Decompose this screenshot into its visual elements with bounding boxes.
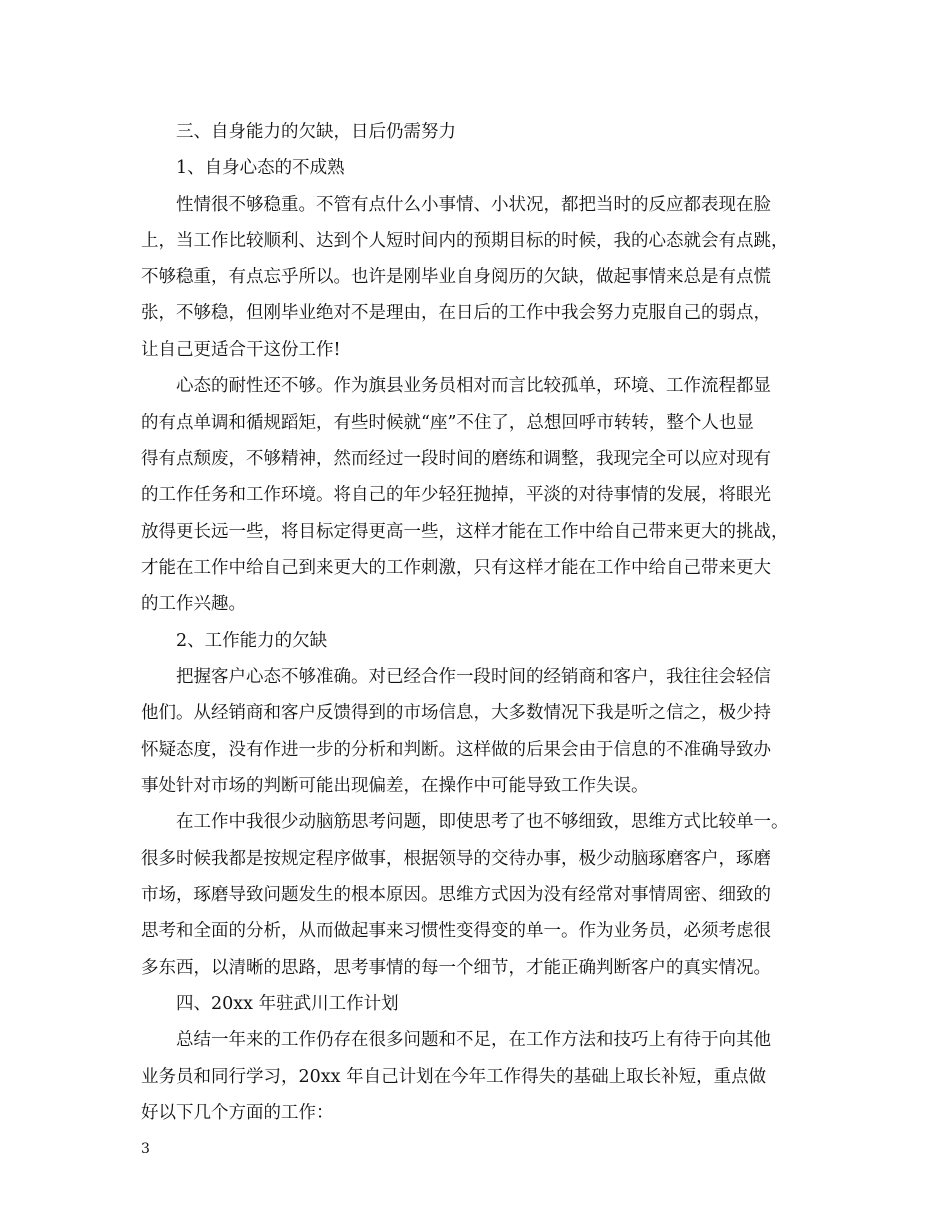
paragraph-line: 的工作兴趣。 [141,594,246,614]
paragraph-line: 让自己更适合干这份工作! [141,340,341,360]
paragraph-line: 多东西，以清晰的思路，思考事情的每一个细节，才能正确判断客户的真实情况。 [141,958,771,978]
paragraph-line: 怀疑态度，没有作进一步的分析和判断。这样做的后果会由于信息的不准确导致办 [141,740,771,760]
paragraph-first-line: 心态的耐性还不够。作为旗县业务员相对而言比较孤单，环境、工作流程都显 [176,376,771,396]
paragraph-line: 市场，琢磨导致问题发生的根本原因。思维方式因为没有经常对事情周密、细致的 [141,885,771,905]
paragraph-first-line: 在工作中我很少动脑筋思考问题，即使思考了也不够细致，思维方式比较单一。 [176,812,789,832]
paragraph-line: 张，不够稳，但刚毕业绝对不是理由，在日后的工作中我会努力克服自己的弱点， [141,303,771,323]
paragraph-line: 好以下几个方面的工作： [141,1103,334,1123]
paragraph-line: 很多时候我都是按规定程序做事，根据领导的交待办事，极少动脑琢磨客户，琢磨 [141,849,771,869]
paragraph-line: 的工作任务和工作环境。将自己的年少轻狂抛掉，平淡的对待事情的发展，将眼光 [141,485,771,505]
paragraph-first-line: 总结一年来的工作仍存在很多问题和不足，在工作方法和技巧上有待于向其他 [176,1030,771,1050]
paragraph-line: 上，当工作比较顺利、达到个人短时间内的预期目标的时候，我的心态就会有点跳， [141,231,789,251]
paragraph-line: 他们。从经销商和客户反馈得到的市场信息，大多数情况下我是听之信之，极少持 [141,703,771,723]
paragraph-first-line: 2、工作能力的欠缺 [176,631,328,651]
paragraph-first-line: 把握客户心态不够准确。对已经合作一段时间的经销商和客户，我往往会轻信 [176,667,771,687]
paragraph-first-line: 性情很不够稳重。不管有点什么小事情、小状况，都把当时的反应都表现在脸 [176,195,771,215]
paragraph-line: 思考和全面的分析，从而做起事来习惯性变得变的单一。作为业务员，必须考虑很 [141,921,771,941]
page-number: 3 [141,1141,150,1157]
paragraph-first-line: 1、自身心态的不成熟 [176,158,345,178]
paragraph-line: 的有点单调和循规蹈矩，有些时候就“座”不住了，总想回呼市转转，整个人也显 [141,413,754,433]
paragraph-first-line: 四、20xx 年驻武川工作计划 [176,994,399,1014]
paragraph-line: 放得更长远一些，将目标定得更高一些，这样才能在工作中给自己带来更大的挑战， [141,522,789,542]
paragraph-first-line: 三、自身能力的欠缺，日后仍需努力 [176,122,456,142]
paragraph-line: 业务员和同行学习，20xx 年自己计划在今年工作得失的基础上取长补短，重点做 [141,1067,767,1087]
paragraph-line: 得有点颓废，不够精神，然而经过一段时间的磨练和调整，我现完全可以应对现有 [141,449,771,469]
paragraph-line: 事处针对市场的判断可能出现偏差，在操作中可能导致工作失误。 [141,776,649,796]
paragraph-line: 才能在工作中给自己到来更大的工作刺激，只有这样才能在工作中给自己带来更大 [141,558,771,578]
paragraph-line: 不够稳重，有点忘乎所以。也许是刚毕业自身阅历的欠缺，做起事情来总是有点慌 [141,267,771,287]
